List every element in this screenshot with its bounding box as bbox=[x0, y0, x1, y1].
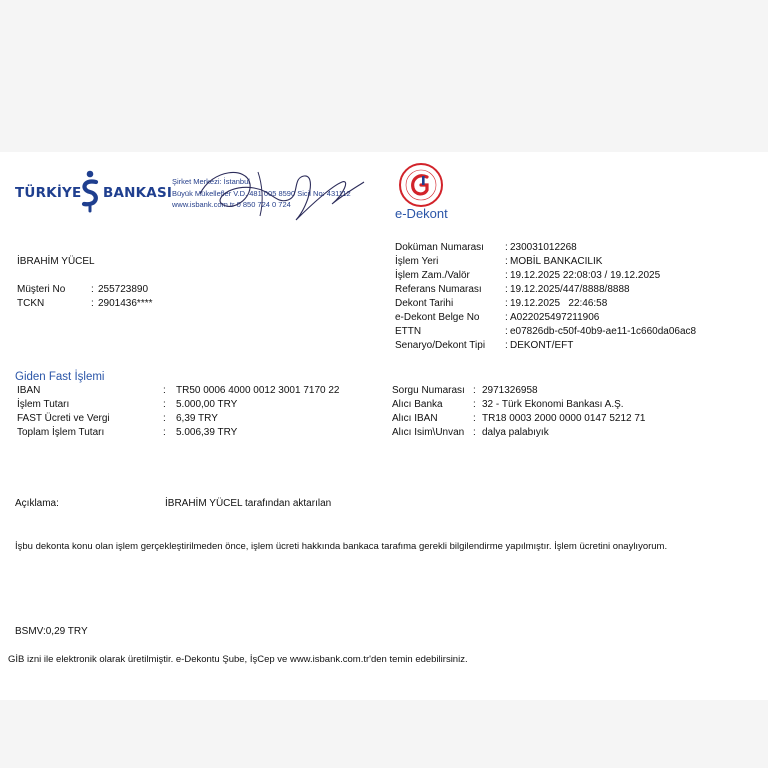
doc-info-value: 19.12.2025 22:08:03 / 19.12.2025 bbox=[510, 270, 661, 281]
description-value: İBRAHİM YÜCEL tarafından aktarılan bbox=[165, 498, 332, 509]
tx-right-value: TR18 0003 2000 0000 0147 5212 71 bbox=[482, 413, 646, 424]
tx-right-colon: : bbox=[473, 413, 476, 424]
tx-right-label: Sorgu Numarası bbox=[392, 385, 465, 396]
hq-line-1: Şirket Merkezi: İstanbul bbox=[172, 177, 250, 186]
doc-info-value: 230031012268 bbox=[510, 242, 577, 253]
doc-info-colon: : bbox=[505, 340, 508, 351]
customer-name: İBRAHİM YÜCEL bbox=[17, 256, 95, 267]
tx-right-label: Alıcı IBAN bbox=[392, 413, 438, 424]
doc-info-label: İşlem Yeri bbox=[395, 256, 439, 267]
customer-number: 255723890 bbox=[98, 284, 149, 295]
doc-info-colon: : bbox=[505, 326, 508, 337]
tckn-colon: : bbox=[91, 298, 94, 309]
tx-left-value: 6,39 TRY bbox=[176, 413, 218, 424]
doc-info-value: e07826db-c50f-40b9-ae11-1c660da06ac8 bbox=[510, 326, 697, 337]
tckn-value: 2901436**** bbox=[98, 298, 153, 309]
doc-info-label: e-Dekont Belge No bbox=[395, 312, 480, 323]
section-title: Giden Fast İşlemi bbox=[15, 371, 105, 383]
description-label: Açıklama: bbox=[15, 498, 59, 509]
tx-left-label: FAST Ücreti ve Vergi bbox=[17, 413, 110, 424]
tx-left-value: 5.006,39 TRY bbox=[176, 427, 238, 438]
doc-info-value: DEKONT/EFT bbox=[510, 340, 574, 351]
tx-right-label: Alıcı Isim\Unvan bbox=[392, 427, 465, 438]
customer-colon: : bbox=[91, 284, 94, 295]
tx-right-colon: : bbox=[473, 427, 476, 438]
doc-info-label: Senaryo/Dekont Tipi bbox=[395, 340, 486, 351]
tx-right-colon: : bbox=[473, 399, 476, 410]
tx-right-colon: : bbox=[473, 385, 476, 396]
tx-left-value: TR50 0006 4000 0012 3001 7170 22 bbox=[176, 385, 340, 396]
signature-icon bbox=[192, 164, 372, 224]
doc-info-label: ETTN bbox=[395, 326, 422, 337]
doc-info-label: İşlem Zam./Valör bbox=[395, 270, 470, 281]
doc-info-colon: : bbox=[505, 256, 508, 267]
doc-info-colon: : bbox=[505, 242, 508, 253]
gib-logo-icon bbox=[398, 162, 444, 208]
bank-name-right: BANKASI bbox=[103, 185, 173, 201]
tckn-label: TCKN bbox=[17, 298, 45, 309]
tx-left-colon: : bbox=[163, 413, 166, 424]
doc-info-label: Doküman Numarası bbox=[395, 242, 484, 253]
hq-line-2: Büyük Mükellefler V.D. 481 005 8590 Sicil No: 431112 bbox=[172, 189, 351, 198]
doc-info-value: 19.12.2025/447/8888/8888 bbox=[510, 284, 630, 295]
footer-text: GİB izni ile elektronik olarak üretilmiştir. e-Dekontu Şube, İşCep ve www.isbank.com.tr'den temin edebilirsiniz. bbox=[8, 654, 468, 665]
tx-left-colon: : bbox=[163, 399, 166, 410]
tx-left-label: Toplam İşlem Tutarı bbox=[17, 427, 105, 438]
bsmv-text: BSMV:0,29 TRY bbox=[15, 626, 88, 637]
tx-left-colon: : bbox=[163, 385, 166, 396]
hq-line-3: www.isbank.com.tr 0 850 724 0 724 bbox=[172, 200, 291, 209]
doc-info-colon: : bbox=[505, 298, 508, 309]
tx-left-value: 5.000,00 TRY bbox=[176, 399, 238, 410]
tx-right-value: 2971326958 bbox=[482, 385, 538, 396]
tx-left-label: İşlem Tutarı bbox=[17, 399, 70, 410]
tx-right-value: dalya palabıyık bbox=[482, 427, 549, 438]
isbank-logo-icon bbox=[77, 168, 103, 214]
doc-info-value: MOBİL BANKACILIK bbox=[510, 256, 603, 267]
consent-text: İşbu dekonta konu olan işlem gerçekleştirilmeden önce, işlem ücreti hakkında bankaca tarafıma gerekli bilgilendirme yapılmıştır. İşlem ücretini onaylıyorum. bbox=[15, 541, 668, 552]
tx-left-label: IBAN bbox=[17, 385, 41, 396]
tx-left-colon: : bbox=[163, 427, 166, 438]
tx-right-value: 32 - Türk Ekonomi Bankası A.Ş. bbox=[482, 399, 624, 410]
doc-info-label: Referans Numarası bbox=[395, 284, 482, 295]
doc-info-colon: : bbox=[505, 270, 508, 281]
doc-info-colon: : bbox=[505, 312, 508, 323]
bank-name-left: TÜRKİYE bbox=[15, 185, 82, 201]
dekont-document bbox=[0, 152, 768, 700]
doc-info-label: Dekont Tarihi bbox=[395, 298, 454, 309]
tx-right-label: Alıcı Banka bbox=[392, 399, 443, 410]
doc-info-value: 19.12.2025 22:46:58 bbox=[510, 298, 608, 309]
customer-label: Müşteri No bbox=[17, 284, 66, 295]
doc-info-colon: : bbox=[505, 284, 508, 295]
doc-info-value: A022025497211906 bbox=[510, 312, 600, 323]
edekont-title: e-Dekont bbox=[395, 206, 448, 221]
